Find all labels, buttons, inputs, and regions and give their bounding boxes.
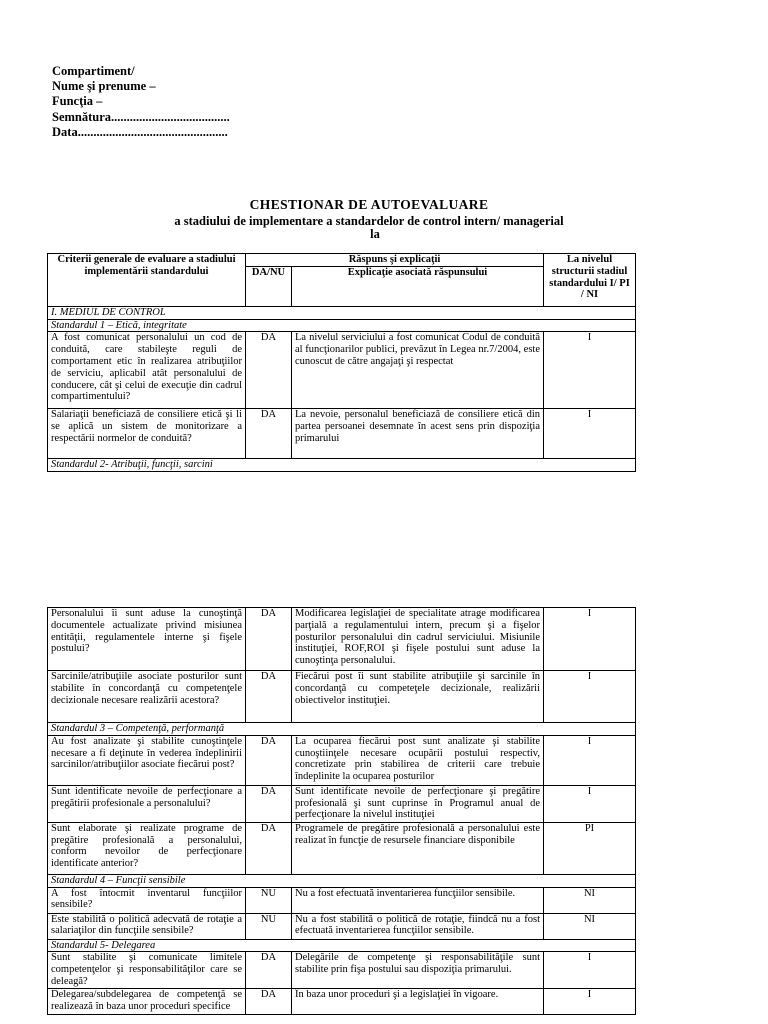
signature-label: Semnătura...................................... — [52, 109, 230, 124]
criteria-cell: Sunt stabilite şi comunicate limitele competenţelor şi responsabilităţilor care se deleagă? — [48, 952, 246, 989]
table-row — [48, 735, 636, 785]
explanation-cell: Programele de pregătire profesională a personalului este realizat în funcţie de resursele financiare disponibile — [292, 822, 544, 874]
standard-heading: Standardul 5- Delegarea — [48, 939, 636, 952]
level-cell: I — [544, 409, 636, 459]
table-row — [48, 608, 636, 671]
document-title — [0, 196, 768, 241]
level-cell: I — [544, 989, 636, 1015]
explanation-cell: Nu a fost efectuată inventarierea funcţiilor sensibile. — [292, 887, 544, 913]
criteria-cell: Salariaţii beneficiază de consiliere etică şi li se aplică un sistem de monitorizare a respectării normelor de conduită? — [48, 409, 246, 459]
criteria-cell: Sarcinile/atribuţiile asociate posturilor sunt stabilite în concordanţă cu competenţele decizionale necesare realizării acestora? — [48, 671, 246, 723]
explanation-header: Explicaţie asociată răspunsului — [292, 266, 544, 306]
criteria-cell: Personalului îi sunt aduse la cunoştinţă documentele actualizate privind misiunea entităţii, regulamentele interne şi fişele postului? — [48, 608, 246, 671]
criteria-header: Criterii generale de evaluare a stadiului implementării standardului — [48, 254, 246, 307]
level-header: La nivelul structurii stadiul standardului I/ PI / NI — [544, 254, 636, 307]
function-label: Funcţia – — [52, 94, 103, 109]
department-label: Compartiment/ — [52, 64, 135, 78]
name-label: Nume şi prenume – — [52, 79, 156, 94]
evaluation-table-part-2 — [47, 607, 636, 1015]
explanation-cell: În baza unor proceduri şi a legislaţiei în vigoare. — [292, 989, 544, 1015]
answer-cell: DA — [246, 608, 292, 671]
level-cell: NI — [544, 913, 636, 939]
explanation-cell: La ocuparea fiecărui post sunt analizate şi stabilite cunoştiinţele necesare ocupării postului respectiv, concretizate prin stabilirea de criterii care trebuie îndeplinite la ocuparea posturilor — [292, 735, 544, 785]
explanation-cell: La nevoie, personalul beneficiază de consiliere etică din partea persoanei desemnate în acest sens prin dispoziţia primarului — [292, 409, 544, 459]
title-line-3: la — [370, 227, 380, 241]
table-row — [48, 822, 636, 874]
answer-cell: DA — [246, 332, 292, 409]
explanation-cell: Nu a fost stabilită o politică de rotaţie, fiindcă nu a fost efectuată inventarierea funcţiilor sensibile. — [292, 913, 544, 939]
answer-cell: DA — [246, 671, 292, 723]
answer-cell: NU — [246, 887, 292, 913]
criteria-cell: A fost întocmit inventarul funcţiilor sensibile? — [48, 887, 246, 913]
table-row — [48, 785, 636, 822]
level-cell: I — [544, 608, 636, 671]
table-row — [48, 409, 636, 459]
explanation-cell: Fiecărui post îi sunt stabilite atribuţiile şi sarcinile în concordanţă cu competeţele decizionale, realizării obiectivelor instituţiei. — [292, 671, 544, 723]
criteria-cell: Sunt identificate nevoile de perfecţionare a pregătirii profesionale a personalului? — [48, 785, 246, 822]
table-row — [48, 671, 636, 723]
answers-header: Răspuns şi explicaţii — [246, 254, 544, 267]
standard-heading: Standardul 1 – Etică, integritate — [48, 319, 636, 332]
table-row — [48, 952, 636, 989]
level-cell: I — [544, 332, 636, 409]
title-line-2: a stadiului de implementare a standardelor de control intern/ managerial — [174, 214, 564, 228]
answer-cell: DA — [246, 989, 292, 1015]
level-cell: PI — [544, 822, 636, 874]
table-row — [48, 887, 636, 913]
date-label: Data................................................ — [52, 124, 228, 139]
level-cell: I — [544, 785, 636, 822]
evaluation-table-part-1 — [47, 253, 636, 472]
section-title: I. MEDIUL DE CONTROL — [48, 306, 636, 319]
criteria-cell: Delegarea/subdelegarea de competenţă se realizează în baza unor proceduri specifice — [48, 989, 246, 1015]
criteria-cell: A fost comunicat personalului un cod de conduită, care stabileşte reguli de comportament etic în realizarea atribuţiilor de serviciu, aplicabil atât personalului de conducere, cât şi celui de execuţie din cadrul compartimentului? — [48, 332, 246, 409]
level-cell: NI — [544, 887, 636, 913]
table-row — [48, 913, 636, 939]
explanation-cell: La nivelul serviciului a fost comunicat Codul de conduită al funcţionarilor publici, prevăzut în Legea nr.7/2004, este cunoscut de către angajaţi şi respectat — [292, 332, 544, 409]
standard-heading: Standardul 4 – Funcţii sensibile — [48, 874, 636, 887]
answer-cell: NU — [246, 913, 292, 939]
level-cell: I — [544, 735, 636, 785]
criteria-cell: Sunt elaborate şi realizate programe de pregătire profesională a personalului, conform nevoilor de perfecţionare identificate anterior? — [48, 822, 246, 874]
criteria-cell: Au fost analizate şi stabilite cunoştinţele necesare a fi deţinute în vederea îndeplinirii sarcinilor/atribuţiilor asociate fiecărui post? — [48, 735, 246, 785]
explanation-cell: Sunt identificate nevoile de perfecţionare şi pregătire profesională şi sunt cuprinse în Programul anual de perfecţionare la nivelul instituţiei — [292, 785, 544, 822]
criteria-cell: Este stabilită o politică adecvată de rotaţie a salariaţilor din funcţiile sensibile? — [48, 913, 246, 939]
yes-no-header: DA/NU — [246, 266, 292, 306]
level-cell: I — [544, 671, 636, 723]
table-row — [48, 989, 636, 1015]
level-cell: I — [544, 952, 636, 989]
answer-cell: DA — [246, 409, 292, 459]
standard-heading: Standardul 3 – Competenţă, performanţă — [48, 723, 636, 736]
answer-cell: DA — [246, 822, 292, 874]
answer-cell: DA — [246, 785, 292, 822]
table-row — [48, 332, 636, 409]
answer-cell: DA — [246, 952, 292, 989]
explanation-cell: Delegările de competenţe şi responsabilităţile sunt stabilite prin fişa postului sau dispoziţia primarului. — [292, 952, 544, 989]
title-line-1: CHESTIONAR DE AUTOEVALUARE — [249, 197, 489, 212]
explanation-cell: Modificarea legislaţiei de specialitate atrage modificarea parţială a regulamentului intern, precum şi a fişelor posturilor personalului din cadrul serviciului. Misiunile instituţiei, ROF,ROI şi fişele postului sunt aduse la cunoştinţa personalului. — [292, 608, 544, 671]
answer-cell: DA — [246, 735, 292, 785]
respondent-info — [52, 64, 230, 140]
standard-heading: Standardul 2- Atribuţii, funcţii, sarcini — [48, 459, 636, 472]
